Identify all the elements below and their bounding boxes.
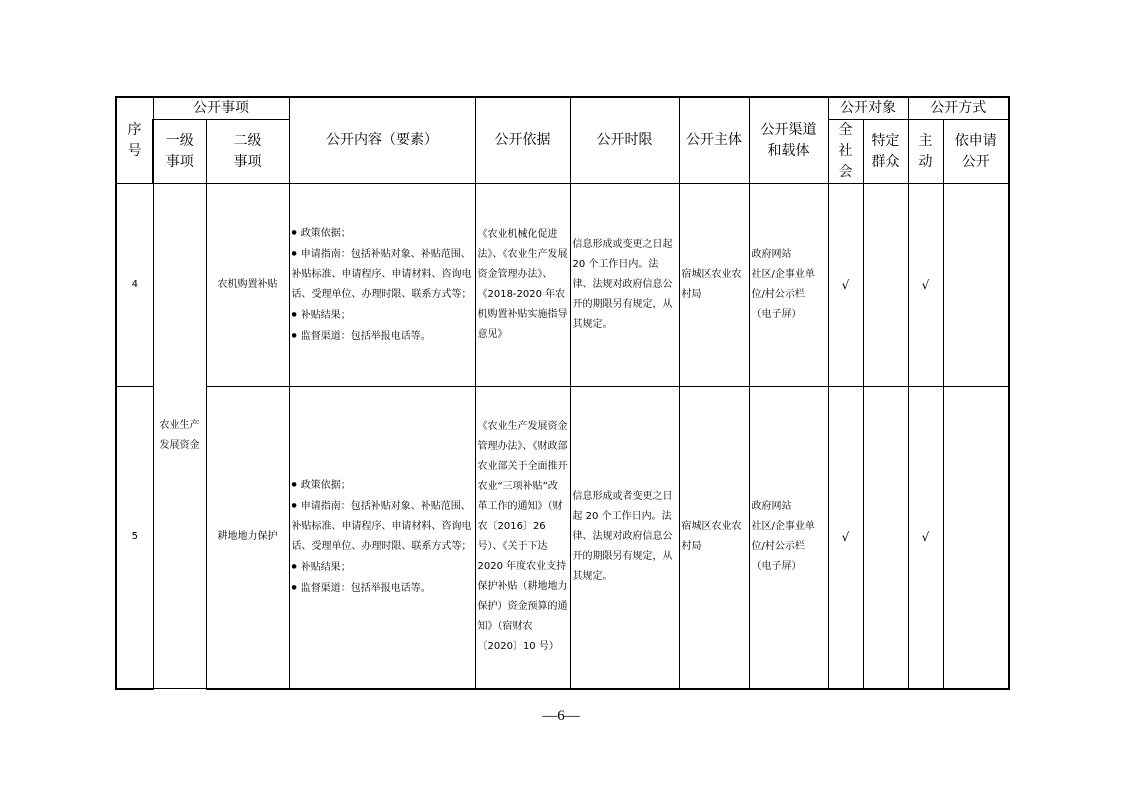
header-content: 公开内容（要素） [289, 97, 475, 184]
header-object-specific: 特定 群众 [863, 120, 908, 184]
table-row [116, 184, 1009, 387]
row-seq: 5 [116, 387, 153, 689]
header-object-all: 全 社 会 [828, 120, 863, 184]
header-level2: 二级 事项 [206, 120, 289, 184]
content-item: ● 补贴结果； [292, 305, 473, 326]
content-item: ● 申请指南：包括补贴对象、补贴范围、补贴标准、申请程序、申请材料、咨询电话、受理单位、办理时限、联系方式等； [292, 244, 473, 305]
channel-cell: 政府网站 社区/企事业单位/村公示栏 （电子屏） [749, 387, 828, 689]
disclosure-table [115, 96, 1010, 690]
header-level1: 一级 事项 [153, 120, 206, 184]
header-method-group: 公开方式 [908, 97, 1009, 120]
level2-cell: 农机购置补贴 [206, 184, 289, 387]
header-subject: 公开主体 [679, 97, 749, 184]
time-limit-cell: 信息形成或者变更之日起 20 个工作日内。法律、法规对政府信息公开的期限另有规定，从其规定。 [570, 387, 679, 689]
object-specific-cell [863, 184, 908, 387]
row-seq: 4 [116, 184, 153, 387]
check-mark: √ [828, 387, 863, 689]
header-object-group: 公开对象 [828, 97, 908, 120]
on-request-cell [943, 184, 1009, 387]
object-specific-cell [863, 387, 908, 689]
content-item: ● 政策依据； [292, 475, 473, 496]
content-cell [289, 184, 475, 387]
content-item: ● 监督渠道：包括举报电话等。 [292, 326, 473, 347]
content-item: ● 政策依据； [292, 223, 473, 244]
header-basis: 公开依据 [475, 97, 570, 184]
time-limit-cell: 信息形成或变更之日起 20 个工作日内。法律、法规对政府信息公开的期限另有规定，从其规定。 [570, 184, 679, 387]
content-cell [289, 387, 475, 689]
header-channel: 公开渠道 和载体 [749, 97, 828, 184]
table-row [116, 387, 1009, 689]
basis-cell: 《农业机械化促进法》、《农业生产发展资金管理办法》、《2018-2020 年农机购置补贴实施指导意见》 [475, 184, 570, 387]
check-mark: √ [908, 387, 943, 689]
header-seq: 序 号 [116, 97, 153, 184]
level1-cell: 农业生产发展资金 [153, 184, 206, 689]
header-matter-group: 公开事项 [153, 97, 289, 120]
channel-cell: 政府网站 社区/企事业单位/村公示栏 （电子屏） [749, 184, 828, 387]
on-request-cell [943, 387, 1009, 689]
subject-cell: 宿城区农业农村局 [679, 184, 749, 387]
subject-cell: 宿城区农业农村局 [679, 387, 749, 689]
page-number: —6— [542, 708, 580, 724]
basis-cell: 《农业生产发展资金管理办法》、《财政部 农业部关于全面推开农业“三项补贴”改革工作的通知》（财农〔2016〕26 号）、《关于下达 2020 年度农业支持保护补贴（耕地地力保护）资金预算的通知》（宿财农〔2020〕10 号） [475, 387, 570, 689]
check-mark: √ [828, 184, 863, 387]
header-method-request: 依申请 公开 [943, 120, 1009, 184]
header-time-limit: 公开时限 [570, 97, 679, 184]
content-item: ● 补贴结果； [292, 557, 473, 578]
level2-cell: 耕地地力保护 [206, 387, 289, 689]
check-mark: √ [908, 184, 943, 387]
content-item: ● 申请指南：包括补贴对象、补贴范围、补贴标准、申请程序、申请材料、咨询电话、受理单位、办理时限、联系方式等； [292, 496, 473, 557]
header-method-active: 主 动 [908, 120, 943, 184]
header-row-1 [116, 97, 1009, 120]
content-item: ● 监督渠道：包括举报电话等。 [292, 578, 473, 599]
